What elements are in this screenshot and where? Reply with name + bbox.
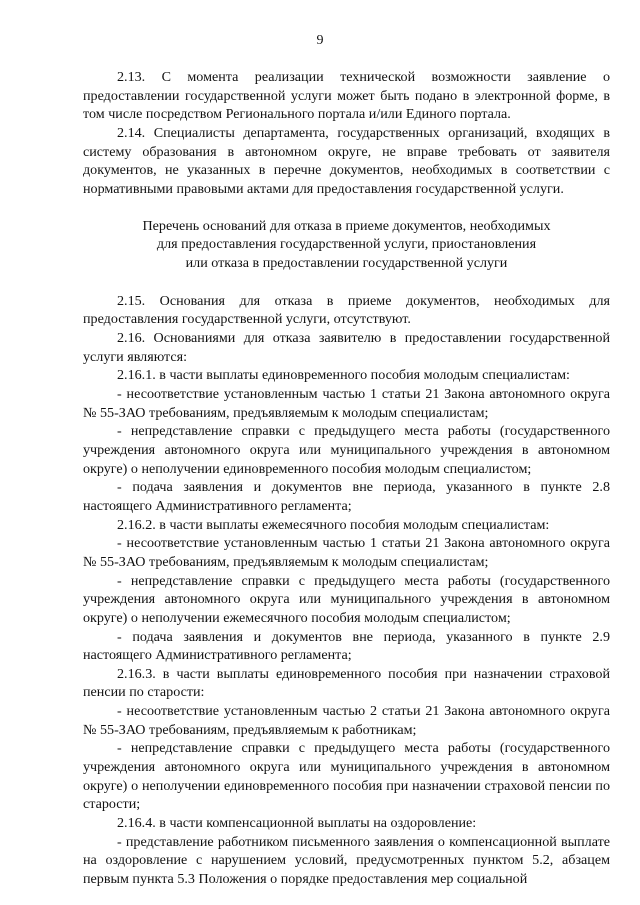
list-item: - представление работником письменного заявления о компенсационной выплате на оздоровление с нарушением условий, предусмотренных пунктом 5.2, абзацем первым пункта 5.3 Положения о порядке предоставления мер социальной xyxy=(83,833,610,888)
heading-line: или отказа в предоставлении государственной услуги xyxy=(185,255,508,271)
paragraph-2-15: 2.15. Основания для отказа в приеме документов, необходимых для предоставления государственной услуги, отсутствуют. xyxy=(83,292,610,328)
list-item: - непредставление справки с предыдущего места работы (государственного учреждения автономного округа или муниципального учреждения в автономном округе) о неполучении единовременного пособия при назначении страховой пенсии по старости; xyxy=(83,740,610,813)
paragraph-2-13: 2.13. С момента реализации технической возможности заявление о предоставлении государственной услуги может быть подано в электронной форме, в том числе посредством Регионального портала и/или Единого портала. xyxy=(83,69,610,123)
list-item: - подача заявления и документов вне периода, указанного в пункте 2.9 настоящего Административного регламента; xyxy=(83,628,610,664)
list-item: - непредставление справки с предыдущего места работы (государственного учреждения автономного округа или муниципального учреждения в автономном округе) о неполучении ежемесячного пособия молодым специалистом; xyxy=(83,572,610,626)
paragraph-2-16-1: 2.16.1. в части выплаты единовременного пособия молодым специалистам: xyxy=(117,367,570,384)
paragraph-2-16-2: 2.16.2. в части выплаты ежемесячного пособия молодым специалистам: xyxy=(117,516,550,533)
document-body xyxy=(83,68,610,889)
paragraph-2-14: 2.14. Специалисты департамента, государственных организаций, входящих в систему образования в автономном округе, не вправе требовать от заявителя документов, не указанных в перечне документов, необходимых в соответствии с нормативными правовыми актами для предоставления государственной услуги. xyxy=(83,124,610,197)
list-item: - подача заявления и документов вне периода, указанного в пункте 2.8 настоящего Административного регламента; xyxy=(83,479,610,514)
page-number: 9 xyxy=(316,33,324,48)
heading-line: для предоставления государственной услуги, приостановления xyxy=(156,236,537,253)
paragraph-2-16: 2.16. Основаниями для отказа заявителю в предоставлении государственной услуги являются: xyxy=(83,330,610,365)
paragraph-2-16-4: 2.16.4. в части компенсационной выплаты на оздоровление: xyxy=(117,815,477,832)
list-item: - несоответствие установленным частью 2 статьи 21 Закона автономного округа № 55-ЗАО требованиям, предъявляемым к работникам; xyxy=(83,703,610,738)
list-item: - несоответствие установленным частью 1 статьи 21 Закона автономного округа № 55-ЗАО требованиям, предъявляемым к молодым специалистам; xyxy=(83,535,610,570)
heading-line: Перечень оснований для отказа в приеме документов, необходимых xyxy=(142,217,551,234)
list-item: - непредставление справки с предыдущего места работы (государственного учреждения автономного округа или муниципального учреждения в автономном округе) о неполучении единовременного пособия молодым специалистом; xyxy=(83,423,610,477)
paragraph-2-16-3: 2.16.3. в части выплаты единовременного пособия при назначении страховой пенсии по старости: xyxy=(83,665,610,701)
list-item: - несоответствие установленным частью 1 статьи 21 Закона автономного округа № 55-ЗАО требованиям, предъявляемым к молодым специалистам; xyxy=(83,385,610,421)
section-heading xyxy=(83,217,610,273)
